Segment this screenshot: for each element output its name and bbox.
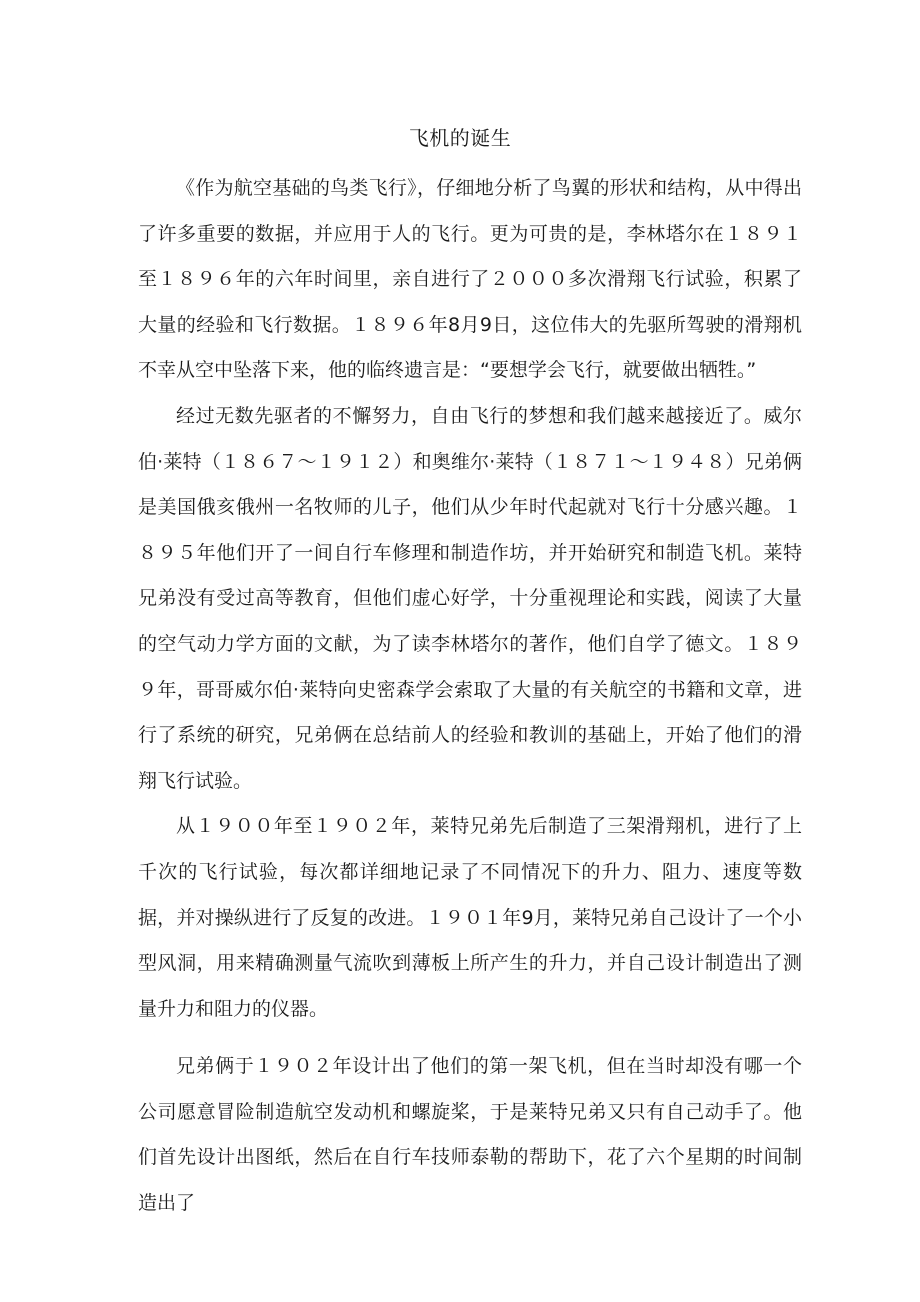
paragraph-4: 兄弟俩于１９０２年设计出了他们的第一架飞机，但在当时却没有哪一个公司愿意冒险制造航空发动机和螺旋桨，于是莱特兄弟又只有自己动手了。他们首先设计出图纸，然后在自行车技师泰勒的帮助下，花了六个星期的时间制造出了: [138, 1055, 802, 1215]
paragraph-2: 经过无数先驱者的不懈努力，自由飞行的梦想和我们越来越接近了。威尔伯·莱特（１８６７～１９１２）和奥维尔·莱特（１８７１～１９４８）兄弟俩是美国俄亥俄州一名牧师的儿子，他们从少年时代起就对飞行十分感兴趣。１８９５年他们开了一间自行车修理和制造作坊，并开始研究和制造飞机。莱特兄弟没有受过高等教育，但他们虚心好学，十分重视理论和实践，阅读了大量的空气动力学方面的文献，为了读李林塔尔的著作，他们自学了德文。１８９９年，哥哥威尔伯·莱特向史密森学会索取了大量的有关航空的书籍和文章，进行了系统的研究，兄弟俩在总结前人的经验和教训的基础上，开始了他们的滑翔飞行试验。: [138, 404, 802, 792]
paragraph-3: 从１９００年至１９０２年，莱特兄弟先后制造了三架滑翔机，进行了上千次的飞行试验，每次都详细地记录了不同情况下的升力、阻力、速度等数据，并对操纵进行了反复的改进。１９０１年9月，莱特兄弟自己设计了一个小型风洞，用来精确测量气流吹到薄板上所产生的升力，并自己设计制造出了测量升力和阻力的仪器。: [138, 815, 802, 1020]
document-body: [138, 166, 802, 1227]
paragraph-1: 《作为航空基础的鸟类飞行》，仔细地分析了鸟翼的形状和结构，从中得出了许多重要的数据，并应用于人的飞行。更为可贵的是，李林塔尔在１８９１至１８９６年的六年时间里，亲自进行了２０００多次滑翔飞行试验，积累了大量的经验和飞行数据。１８９６年8月9日，这位伟大的先驱所驾驶的滑翔机不幸从空中坠落下来，他的临终遗言是：“要想学会飞行，就要做出牺牲。”: [138, 177, 802, 382]
document-title: 飞机的诞生: [408, 126, 512, 150]
